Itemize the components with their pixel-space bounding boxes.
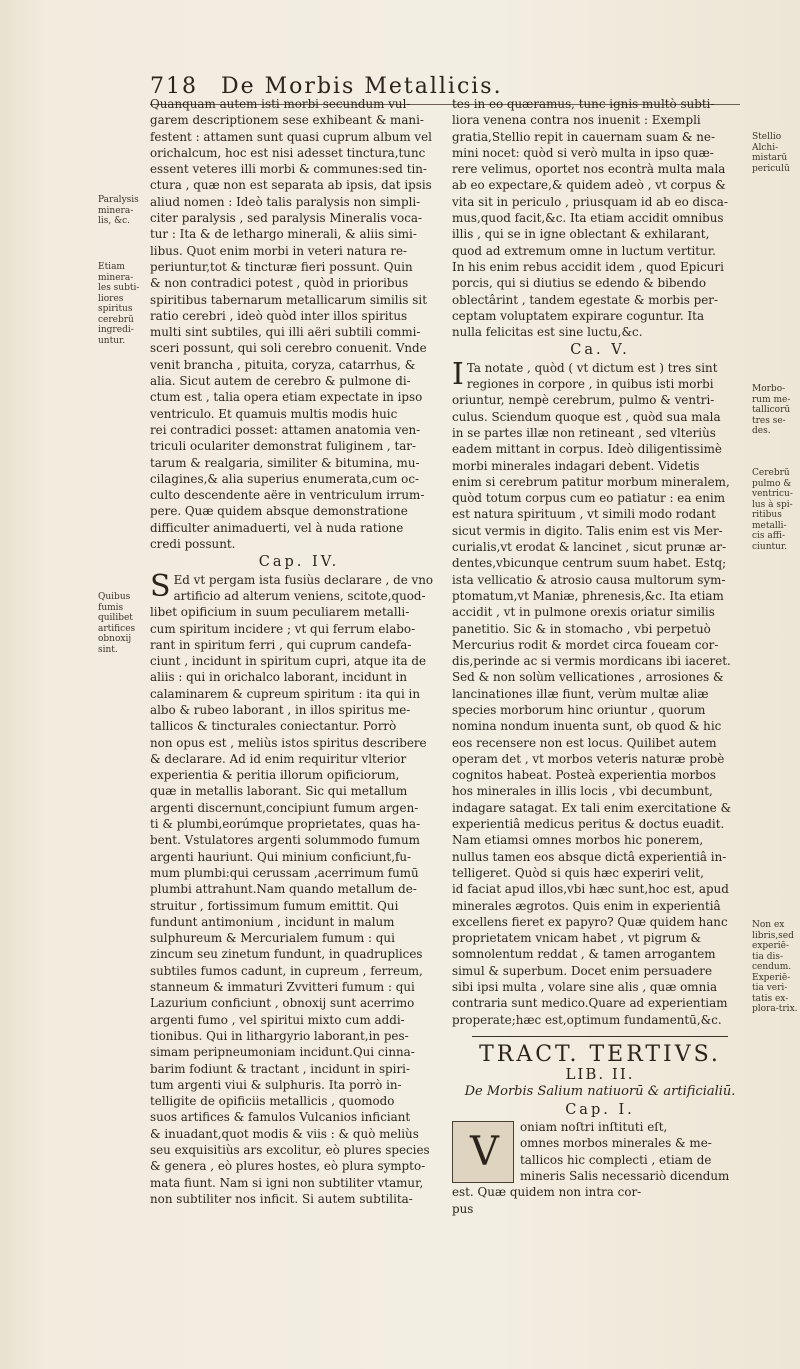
right-p3-line: est. Quæ quidem non intra cor-	[452, 1185, 642, 1200]
left-p2-line: zincum seu zinetum fundunt, in quadruplices	[150, 947, 423, 962]
right-p1-line: ceptam voluptatem expirare coguntur. Ita	[452, 308, 705, 323]
left-p2-line: ciunt , incidunt in spiritum cupri, atque ita de	[150, 654, 427, 669]
left-p2-line: ti & plumbi,eorúmque proprietates, quas ha-	[150, 817, 421, 832]
left-p2-line: argenti discernunt,concipiunt fumum argen-	[150, 800, 419, 815]
chapter-heading-ca-v: Ca. V.	[570, 342, 630, 359]
left-p2-line: Ed vt pergam ista fusiùs declarare , de vno	[173, 572, 434, 587]
right-p2-line: id faciat apud illos,vbi hæc sunt,hoc est, apud	[452, 882, 729, 897]
left-p1-line: venit brancha , pituita, coryza, catarrhus, &	[150, 357, 416, 372]
right-p2-line: lancinationes illæ fiunt, verùm multæ aliæ	[452, 686, 709, 701]
left-p1-line: aliud nomen : Ideò talis paralysis non simpli-	[150, 194, 421, 209]
left-p1-line: spiritibus tabernarum metallicarum similis sit	[150, 292, 427, 307]
right-p2-line: hos minerales in illis locis , vbi decumbunt,	[452, 784, 713, 799]
right-p2-line: dentes,vbicunque centrum suum habet. Estq;	[452, 556, 727, 571]
right-p1-line: liora venena contra nos inuenit : Exempli	[452, 113, 701, 128]
right-p2-line: proprietatem vnicam habet , vt pigrum &	[452, 931, 702, 946]
right-p2-line: indagare satagat. Ex tali enim exercitatione &	[452, 800, 732, 815]
right-p2-line: nomina nondum inuenta sunt, ob quod & hic	[452, 719, 722, 734]
left-p1-line: libus. Quot enim morbi in veteri natura re-	[150, 243, 408, 258]
right-p1-line: vita sit in periculo , priusquam id ab eo disca-	[452, 194, 728, 209]
left-p2-line: stanneum & immaturi Zvvitteri fumum : qui	[150, 980, 415, 995]
right-p3-line: pus	[452, 1201, 474, 1216]
left-p2-line: non subtiliter nos inficit. Si autem subtilita-	[150, 1191, 413, 1206]
right-p2-line: simul & superbum. Docet enim persuadere	[452, 963, 713, 978]
left-p1-line: tarum & realgaria, similiter & bitumina, mu-	[150, 455, 420, 470]
left-p1-line: pere. Quæ quidem absque demonstratione	[150, 504, 408, 519]
left-p2-line: barim fodiunt & tractant , incidunt in spiri-	[150, 1061, 410, 1076]
right-p2-line: eos recensere non est locus. Quilibet autem	[452, 735, 717, 750]
right-p1-line: nulla felicitas est sine luctu,&c.	[452, 325, 643, 340]
left-p2-line: bent. Vstulatores argenti solummodo fumum	[150, 833, 420, 848]
right-p2-line: minerales ægrotos. Quis enim in experientiâ	[452, 898, 721, 913]
left-p2-line: argenti hauriunt. Qui minium conficiunt,fu-	[150, 849, 412, 864]
right-p1-line: tes in eo quæramus, tunc ignis multò subti-	[452, 97, 715, 111]
right-p2-line: culus. Sciendum quoque est , quòd sua mala	[452, 409, 721, 424]
right-p2-line: eadem mittant in corpus. Ideò diligentissimè	[452, 442, 722, 457]
right-p2-line: Mercurius rodit & mordet circa foueam cor-	[452, 637, 719, 652]
right-p2-line: est natura spirituum , vt simili modo rodant	[452, 507, 716, 522]
drop-cap-i: I	[452, 356, 464, 392]
left-p1-line: essent veteres illi morbi & communes:sed tin-	[150, 162, 427, 177]
left-p2-line: struitur , fortissimum fumum emittit. Qui	[150, 898, 399, 913]
right-p2-line: excellens fieret ex papyro? Quæ quidem hanc	[452, 914, 728, 929]
right-p2-line: species morborum hinc oriuntur , quorum	[452, 702, 706, 717]
left-p2-line: tionibus. Qui in lithargyrio laborant,in pes-	[150, 1028, 409, 1043]
margin-note-quibus: Quibus fumis quilibet artifices obnoxij sint.	[98, 592, 136, 655]
left-p2-line: tallicos & tincturales coniectantur. Porrò	[150, 719, 397, 734]
left-p2-line: argenti fumo , vel spiritui mixto cum addi-	[150, 1012, 405, 1027]
left-p1-line: & non contradici potest , quòd in prioribus	[150, 276, 409, 291]
right-p2-line: regiones in corpore , in quibus isti morbi	[466, 377, 714, 392]
right-p2-line: cognitos habeat. Posteà experientia morbos	[452, 768, 717, 783]
ornamental-initial-letter: V	[470, 1129, 499, 1176]
right-p2-line: ista vellicatio & atrosio causa multorum sym-	[452, 572, 726, 587]
right-p1-line: mini nocet: quòd si verò multa in ipso quæ-	[452, 145, 714, 160]
left-p1-line: citer paralysis , sed paralysis Mineralis voca-	[150, 211, 422, 226]
left-p1-line: alia. Sicut autem de cerebro & pulmone di-	[150, 374, 411, 389]
left-p1-line: ctum est , talia opera etiam expectate in ipso	[150, 390, 423, 405]
right-p2-line: in se partes illæ non retineant , sed vlteriùs	[452, 425, 716, 440]
left-p1-line: ctura , quæ non est separata ab ipsis, dat ipsis	[150, 178, 432, 193]
left-p2-line: albo & rubeo laborant , in illos spiritus me-	[150, 702, 411, 717]
left-p1-line: sceri possunt, qui soli cerebro conuenit. Vnde	[150, 341, 427, 356]
right-p2-line: quòd totum corpus cum eo patiatur : ea enim	[452, 491, 725, 506]
left-p1-line: difficulter animaduerti, vel à nuda ratione	[150, 520, 404, 535]
right-p1-line: ab eo expectare,& quidem adeò , vt corpus &	[452, 178, 726, 193]
chapter-heading-cap-i: Cap. I.	[565, 1101, 635, 1118]
left-p2-line: mum plumbi:qui cerussam ,acerrimum fumū	[150, 865, 419, 880]
section-subtitle: De Morbis Salium natiuorū & artificialiū.	[464, 1083, 736, 1099]
right-p1-line: mus,quod facit,&c. Ita etiam accidit omnibus	[452, 211, 724, 226]
right-p2-line: Sed & non solùm vellicationes , arrosiones &	[452, 670, 724, 685]
left-p2-line: & genera , eò plures hostes, eò plura sympto-	[150, 1159, 426, 1174]
right-p2-line: operam det , vt morbos veteris naturæ probè	[452, 751, 725, 766]
right-p1-line: quod ad extremum omne in luctum vertitur.	[452, 243, 716, 258]
ornamental-initial	[452, 1121, 514, 1183]
right-p2-line: properate;hæc est,optimum fundamentū,&c.	[452, 1012, 722, 1027]
left-paragraph-2	[150, 568, 448, 1208]
right-p3-line: mineris Salis necessariò dicendum	[520, 1169, 730, 1183]
left-p1-line: triculi oculariter demonstrat fuliginem , tar-	[150, 439, 417, 454]
left-paragraph-1	[150, 96, 448, 552]
left-p2-line: tum argenti viui & sulphuris. Ita porrò in-	[150, 1077, 402, 1092]
left-p2-line: non opus est , meliùs istos spiritus describere	[150, 735, 427, 750]
left-p2-line: suos artifices & famulos Vulcanios inficiant	[150, 1110, 411, 1125]
right-p1-line: In his enim rebus accidit idem , quod Epicuri	[452, 259, 724, 274]
left-p2-line: mata fiunt. Nam si igni non subtiliter vtamur,	[150, 1175, 424, 1190]
left-p2-line: plumbi attrahunt.Nam quando metallum de-	[150, 882, 417, 897]
chapter-heading-cap-iv: Cap. IV.	[258, 554, 340, 571]
right-p2-line: enim si cerebrum patitur morbum mineralem,	[452, 474, 730, 489]
right-paragraph-2	[452, 356, 748, 1028]
left-p1-line: festent : attamen sunt quasi cuprum album vel	[150, 129, 432, 144]
left-p2-line: & declarare. Ad id enim requiritur vlterior	[150, 751, 407, 766]
right-p2-line: sibi ipsi multa , volare sine alis , quæ omnia	[452, 980, 718, 995]
right-p2-line: dis,perinde ac si vermis mordicans ibi iaceret.	[452, 654, 731, 669]
left-p2-line: telligite de opificiis metallicis , quomodo	[150, 1094, 395, 1109]
margin-note-stellio: Stellio Alchi-mistarū periculū	[752, 132, 790, 174]
right-p2-line: ptomatum,vt Maniæ, phrenesis,&c. Ita etiam	[452, 588, 724, 603]
right-p3-line: oniam noſtri inſtituti eſt,	[520, 1120, 668, 1135]
left-p2-line: sulphureum & Mercurialem fumum : qui	[150, 931, 395, 946]
left-p2-line: calaminarem & cupreum spiritum : ita qui in	[150, 686, 421, 701]
margin-note-etiam: Etiam minera-les subti-liores spiritus cerebrū ingredi-untur.	[98, 262, 140, 346]
left-p1-line: garem descriptionem sese exhibeant & mani-	[150, 113, 424, 128]
right-p2-line: nullus tamen eos absque dictâ experientiâ in-	[452, 849, 727, 864]
section-divider	[472, 1036, 728, 1037]
right-p2-line: accidit , vt in pulmone orexis oriatur similis	[452, 605, 715, 620]
left-p2-line: cum spiritum incidere ; vt qui ferrum elabo-	[150, 621, 416, 636]
right-p3-line: omnes morbos minerales & me-	[520, 1136, 712, 1151]
left-p1-line: multi sint subtiles, qui illi aëri subtili commi-	[150, 325, 421, 340]
left-p1-line: rei contradici posset: attamen anatomia ven-	[150, 422, 421, 437]
left-p2-line: artificio ad alterum veniens, scitote,quod-	[173, 588, 426, 603]
right-p2-line: contraria sunt medico.Quare ad experientiam	[452, 996, 728, 1011]
margin-note-paralysis: Paralysis minera-lis, &c.	[98, 195, 139, 226]
right-p2-line: Ta notate , quòd ( vt dictum est ) tres sint	[466, 360, 718, 375]
right-p2-line: Nam etiamsi omnes morbos hic ponerem,	[452, 833, 704, 848]
margin-note-cerebri: Cerebrū pulmo & ventricu-lus à spi-ritibus metalli-cis affi-ciuntur.	[752, 468, 793, 552]
right-p2-line: sicut vermis in digito. Talis enim est vis Mer-	[452, 523, 723, 538]
left-p2-line: fundunt antimonium , incidunt in malum	[150, 914, 395, 929]
left-p1-line: orichalcum, hoc est nisi adesset tinctura,tunc	[150, 145, 426, 160]
right-p1-line: oblectârint , tandem egestate & morbis per-	[452, 292, 719, 307]
right-p3-line: tallicos hic complecti , etiam de	[520, 1152, 712, 1167]
right-p2-line: experientiâ medicus peritus & doctus euadit.	[452, 817, 725, 832]
left-p2-line: aliis : qui in orichalco laborant, incidunt in	[150, 670, 408, 685]
left-p1-line: cilagines,& alia superius enumerata,cum oc-	[150, 471, 420, 486]
drop-cap-s: S	[150, 568, 171, 604]
book-number: LIB. II.	[565, 1065, 635, 1084]
left-p1-line: ventriculo. Et quamuis multis modis huic	[150, 406, 398, 421]
running-title: De Morbis Metallicis.	[221, 74, 503, 99]
page-number: 718	[150, 74, 198, 99]
right-p2-line: telligeret. Quòd si quis hæc experiri velit,	[452, 865, 704, 880]
left-column	[150, 96, 448, 1346]
margin-note-morbo: Morbo-rum me-tallicorū tres se-des.	[752, 384, 791, 436]
left-p1-line: tur : Ita & de lethargo minerali, & aliis simi-	[150, 227, 417, 242]
right-p1-line: gratia,Stellio repit in cauernam suam & ne-	[452, 129, 715, 144]
right-p1-line: rere velimus, oportet nos econtrà multa mala	[452, 162, 726, 177]
left-p2-line: quæ in metallis laborant. Sic qui metallum	[150, 784, 408, 799]
left-p2-line: & inuadant,quot modis & viis : & quò meliùs	[150, 1126, 419, 1141]
left-p2-line: simam peripneumoniam incidunt.Qui cinna-	[150, 1045, 415, 1060]
left-p1-line: ratio cerebri , ideò quòd inter illos spiritus	[150, 308, 408, 323]
right-p2-line: panetitio. Sic & in stomacho , vbi perpetuò	[452, 621, 711, 636]
right-p2-line: somnolentum reddat , & tamen arrogantem	[452, 947, 716, 962]
right-p2-line: morbi minerales indagari debent. Videtis	[452, 458, 700, 473]
right-paragraph-3	[452, 1119, 748, 1217]
left-p2-line: libet opificium in suum peculiarem metalli-	[150, 605, 410, 620]
right-p1-line: illis , qui se in igne oblectant & exhilarant,	[452, 227, 710, 242]
left-p1-line: periuntur,tot & tincturæ fieri possunt. Quin	[150, 259, 413, 274]
left-p1-line: Quanquam autem isti morbi secundum vul-	[150, 97, 411, 111]
right-p1-line: porcis, qui si diutius se edendo & bibendo	[452, 276, 706, 291]
tract-title: TRACT. TERTIVS.	[479, 1041, 721, 1067]
right-column	[452, 96, 748, 1346]
left-p2-line: experientia & peritia illorum opificiorum,	[150, 768, 400, 783]
left-p2-line: subtiles fumos cadunt, in cupreum , ferreum,	[150, 963, 423, 978]
margin-note-non-ex: Non ex libris,sed experiē-tia dis-cendum. Experiē-tia veri-tatis ex-plora-trix.	[752, 920, 798, 1014]
left-p1-line: credi possunt.	[150, 537, 236, 552]
left-p2-line: Lazurium conficiunt , obnoxij sunt acerrimo	[150, 996, 415, 1011]
left-p2-line: rant in spiritum ferri , qui cuprum candefa-	[150, 637, 412, 652]
right-paragraph-1	[452, 96, 748, 340]
right-p2-line: curialis,vt erodat & lancinet , sicut prunæ ar-	[452, 540, 727, 555]
right-p2-line: oriuntur, nempè cerebrum, pulmo & ventri-	[452, 393, 715, 408]
left-p2-line: seu exquisitiùs ars excolitur, eò plures species	[150, 1143, 430, 1157]
left-p1-line: culto descendente aëre in ventriculum irrum-	[150, 488, 425, 503]
